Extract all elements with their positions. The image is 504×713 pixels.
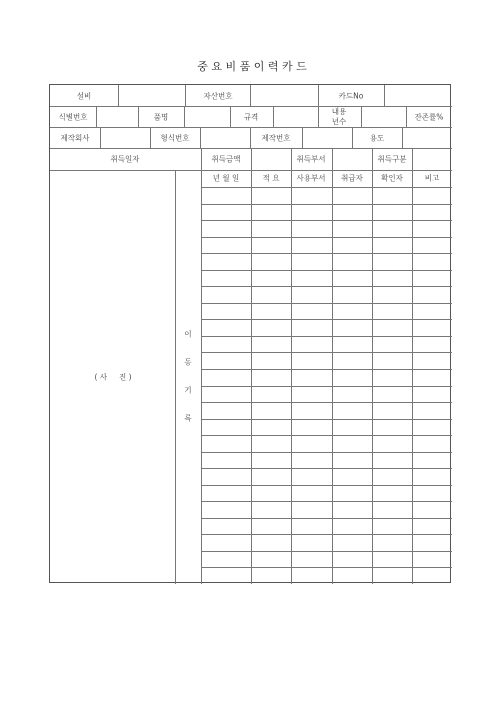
useful-life-line1: 내용	[331, 107, 347, 116]
col-divider	[332, 148, 333, 170]
record-row-line	[201, 567, 452, 568]
col-divider	[201, 148, 202, 170]
col-divider	[230, 106, 231, 127]
col-divider	[250, 85, 251, 106]
col-divider	[273, 106, 274, 127]
col-divider	[361, 106, 362, 127]
useful-life-line2: 년수	[331, 117, 347, 126]
record-row-line	[201, 386, 452, 387]
residual-rate-label: 잔존률%	[414, 112, 444, 122]
row-divider	[50, 106, 452, 107]
col-divider	[251, 170, 252, 584]
record-row-line	[201, 204, 452, 205]
movement-record-char-4: 록	[184, 413, 192, 423]
col-divider	[201, 170, 202, 584]
col-divider	[100, 127, 101, 148]
col-divider	[412, 148, 413, 170]
record-row-line	[201, 319, 452, 320]
movement-record-char-2: 동	[184, 357, 192, 367]
col-divider	[372, 170, 373, 584]
col-divider	[185, 85, 186, 106]
asset-number-label: 자산번호	[203, 91, 233, 101]
col-divider	[318, 85, 319, 106]
col-divider	[175, 170, 176, 584]
record-row-line	[201, 187, 452, 188]
record-row-line	[201, 468, 452, 469]
col-divider	[251, 148, 252, 170]
serial-number-label: 제작번호	[261, 133, 291, 143]
asset-history-card	[49, 84, 451, 583]
col-header-handler: 취급자	[341, 173, 363, 183]
card-no-label: 카드No	[338, 91, 364, 101]
record-row-line	[201, 369, 452, 370]
col-divider	[291, 148, 292, 170]
col-header-confirmer: 확인자	[381, 173, 403, 183]
col-divider	[250, 127, 251, 148]
record-row-line	[201, 551, 452, 552]
acquiring-department-label: 취득부서	[296, 154, 326, 164]
col-divider	[200, 127, 201, 148]
record-row-line	[201, 452, 452, 453]
item-name-label: 품명	[153, 112, 169, 122]
equipment-label: 설비	[76, 91, 92, 101]
col-header-date: 년 월 일	[212, 173, 240, 183]
col-divider	[291, 170, 292, 584]
col-divider	[372, 148, 373, 170]
record-row-line	[201, 286, 452, 287]
col-divider	[96, 106, 97, 127]
record-row-line	[201, 237, 452, 238]
col-divider	[352, 127, 353, 148]
record-row-line	[201, 253, 452, 254]
record-row-line	[201, 220, 452, 221]
col-divider	[302, 127, 303, 148]
model-number-label: 형식번호	[160, 133, 190, 143]
spec-label: 규격	[243, 112, 259, 122]
usage-label: 용도	[369, 133, 385, 143]
col-header-summary: 적 요	[262, 173, 280, 183]
record-row-line	[201, 419, 452, 420]
record-row-line	[201, 435, 452, 436]
record-row-line	[201, 336, 452, 337]
col-divider	[402, 127, 403, 148]
id-number-label: 식별번호	[58, 112, 88, 122]
col-divider	[118, 85, 119, 106]
col-divider	[412, 170, 413, 584]
record-row-line	[201, 501, 452, 502]
col-divider	[384, 85, 385, 106]
record-row-line	[201, 303, 452, 304]
col-divider	[406, 106, 407, 127]
photo-placeholder: ( 사 진 )	[94, 372, 132, 382]
record-row-line	[201, 534, 452, 535]
record-row-line	[201, 270, 452, 271]
col-divider	[318, 106, 319, 127]
col-divider	[138, 106, 139, 127]
row-divider	[50, 127, 452, 128]
acquisition-amount-label: 취득금액	[211, 154, 241, 164]
col-divider	[150, 127, 151, 148]
movement-record-char-1: 이	[184, 329, 192, 339]
record-row-line	[201, 518, 452, 519]
useful-life-label	[329, 107, 349, 127]
manufacturer-label: 제작회사	[60, 133, 90, 143]
record-row-line	[201, 402, 452, 403]
page-title: 중 요 비 품 이 력 카 드	[197, 60, 307, 73]
record-row-line	[201, 352, 452, 353]
movement-record-char-3: 기	[184, 385, 192, 395]
col-header-remarks: 비고	[424, 173, 440, 183]
record-row-line	[201, 485, 452, 486]
acquisition-date-label: 취득일자	[110, 154, 140, 164]
col-divider	[332, 170, 333, 584]
acquisition-type-label: 취득구분	[377, 154, 407, 164]
col-divider	[184, 106, 185, 127]
col-header-using-dept: 사용부서	[296, 173, 326, 183]
